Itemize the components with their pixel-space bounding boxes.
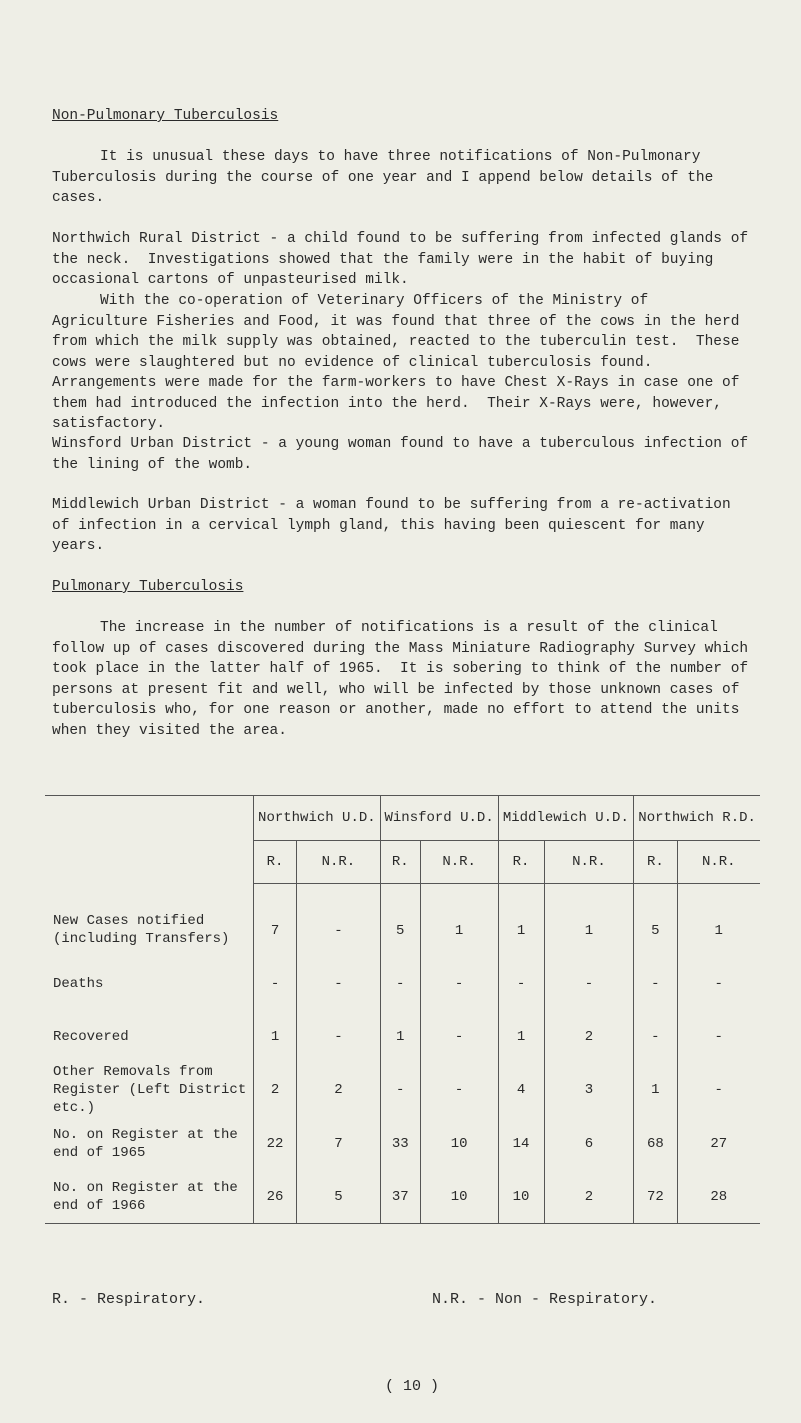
row-label: Deaths — [53, 975, 104, 992]
subheader-cell: N.R. — [420, 841, 498, 884]
subheader-cell: R. — [254, 841, 297, 884]
cooperation-paragraph: With the co-operation of Veterinary Officers of the Ministry of Agriculture Fisheries and Food, it was found that three of the cows in the herd from which the milk supply was obtained, reacted to the tuberculin test. These cows were slaughtered but no evidence of clinical tuberculosis found. Arrangements were made for the farm-workers to have Chest X-Rays in case one of them had introduced the infection into the herd. Their X-Rays were, however, satisfactory. — [52, 293, 749, 432]
subheader-cell: N.R. — [544, 841, 634, 884]
northwich-rd-paragraph: Northwich Rural District - a child found to be suffering from infected glands of the neck. Investigations showed that the family were in the habit of buying occasional cartons of unpasteurised milk. — [52, 231, 757, 288]
district-header: Winsford U.D. — [380, 796, 498, 841]
value-cell: 6 — [544, 1117, 634, 1170]
value-cell: - — [634, 1010, 677, 1063]
value-cell: 5 — [297, 1170, 381, 1224]
middlewich-paragraph: Middlewich Urban District - a woman found to be suffering from a re-activation of infection in a cervical lymph gland, this having been quiescent for many years. — [52, 497, 740, 554]
heading-pulmonary: Pulmonary Tuberculosis — [52, 579, 244, 595]
value-cell: 5 — [634, 884, 677, 958]
value-cell: 4 — [498, 1063, 544, 1117]
value-cell: - — [544, 957, 634, 1010]
value-cell: 1 — [677, 884, 760, 958]
value-cell: - — [420, 957, 498, 1010]
row-label: No. on Register at the end of 1966 — [53, 1179, 238, 1214]
value-cell: 1 — [420, 884, 498, 958]
value-cell: 1 — [634, 1063, 677, 1117]
value-cell: - — [380, 957, 420, 1010]
value-cell: - — [420, 1063, 498, 1117]
value-cell: 27 — [677, 1117, 760, 1170]
winsford-paragraph: Winsford Urban District - a young woman found to have a tuberculous infection of the lining of the womb. — [52, 436, 757, 473]
value-cell: - — [297, 957, 381, 1010]
value-cell: - — [297, 1010, 381, 1063]
subheader-cell: R. — [634, 841, 677, 884]
legend-non-respiratory: N.R. - Non - Respiratory. — [432, 1291, 658, 1308]
value-cell: - — [297, 884, 381, 958]
value-cell: - — [677, 1010, 760, 1063]
district-header: Northwich R.D. — [634, 796, 760, 841]
pulmonary-paragraph: The increase in the number of notifications is a result of the clinical follow up of cases discovered during the Mass Miniature Radiography Survey which took place in the latter half of 1965. It is sobering to think of the number of persons at present fit and well, who will be infected by those unknown cases of tuberculosis who, for one reason or another, made no effort to attend the units when they visited the area. — [52, 620, 757, 739]
value-cell: - — [254, 957, 297, 1010]
value-cell: 72 — [634, 1170, 677, 1224]
table-row — [45, 1117, 760, 1170]
value-cell: 1 — [544, 884, 634, 958]
value-cell: 22 — [254, 1117, 297, 1170]
value-cell: 7 — [254, 884, 297, 958]
value-cell: - — [677, 1063, 760, 1117]
value-cell: 28 — [677, 1170, 760, 1224]
value-cell: 26 — [254, 1170, 297, 1224]
legend-respiratory: R. - Respiratory. — [52, 1291, 206, 1308]
tuberculosis-register-table — [45, 795, 760, 1224]
value-cell: 3 — [544, 1063, 634, 1117]
value-cell: 10 — [420, 1117, 498, 1170]
value-cell: 37 — [380, 1170, 420, 1224]
subheader-cell: N.R. — [677, 841, 760, 884]
table-row — [45, 957, 760, 1010]
value-cell: 2 — [297, 1063, 381, 1117]
value-cell: 5 — [380, 884, 420, 958]
row-label: New Cases notified (including Transfers) — [53, 913, 230, 948]
table-row — [45, 884, 760, 958]
value-cell: 7 — [297, 1117, 381, 1170]
table-row — [45, 1170, 760, 1224]
heading-non-pulmonary: Non-Pulmonary Tuberculosis — [52, 108, 279, 124]
subheader-cell: N.R. — [297, 841, 381, 884]
row-label: Recovered — [53, 1028, 129, 1045]
intro-paragraph: It is unusual these days to have three notifications of Non-Pulmonary Tuberculosis during the course of one year and I append below details of the cases. — [52, 149, 723, 206]
district-header: Northwich U.D. — [254, 796, 381, 841]
value-cell: 1 — [498, 1010, 544, 1063]
subheader-cell: R. — [380, 841, 420, 884]
value-cell: 10 — [498, 1170, 544, 1224]
value-cell: 10 — [420, 1170, 498, 1224]
value-cell: 2 — [254, 1063, 297, 1117]
value-cell: 1 — [380, 1010, 420, 1063]
value-cell: - — [677, 957, 760, 1010]
value-cell: - — [380, 1063, 420, 1117]
value-cell: 1 — [498, 884, 544, 958]
value-cell: 68 — [634, 1117, 677, 1170]
district-header: Middlewich U.D. — [498, 796, 634, 841]
value-cell: 2 — [544, 1010, 634, 1063]
value-cell: 14 — [498, 1117, 544, 1170]
table-row — [45, 1010, 760, 1063]
value-cell: - — [634, 957, 677, 1010]
value-cell: 2 — [544, 1170, 634, 1224]
value-cell: - — [498, 957, 544, 1010]
value-cell: - — [420, 1010, 498, 1063]
subheader-cell: R. — [498, 841, 544, 884]
corner-cell — [45, 796, 254, 884]
value-cell: 1 — [254, 1010, 297, 1063]
row-label: Other Removals from Register (Left District etc.) — [53, 1064, 247, 1116]
row-label: No. on Register at the end of 1965 — [53, 1126, 238, 1161]
page-number: ( 10 ) — [385, 1378, 440, 1395]
value-cell: 33 — [380, 1117, 420, 1170]
table-row — [45, 1063, 760, 1117]
